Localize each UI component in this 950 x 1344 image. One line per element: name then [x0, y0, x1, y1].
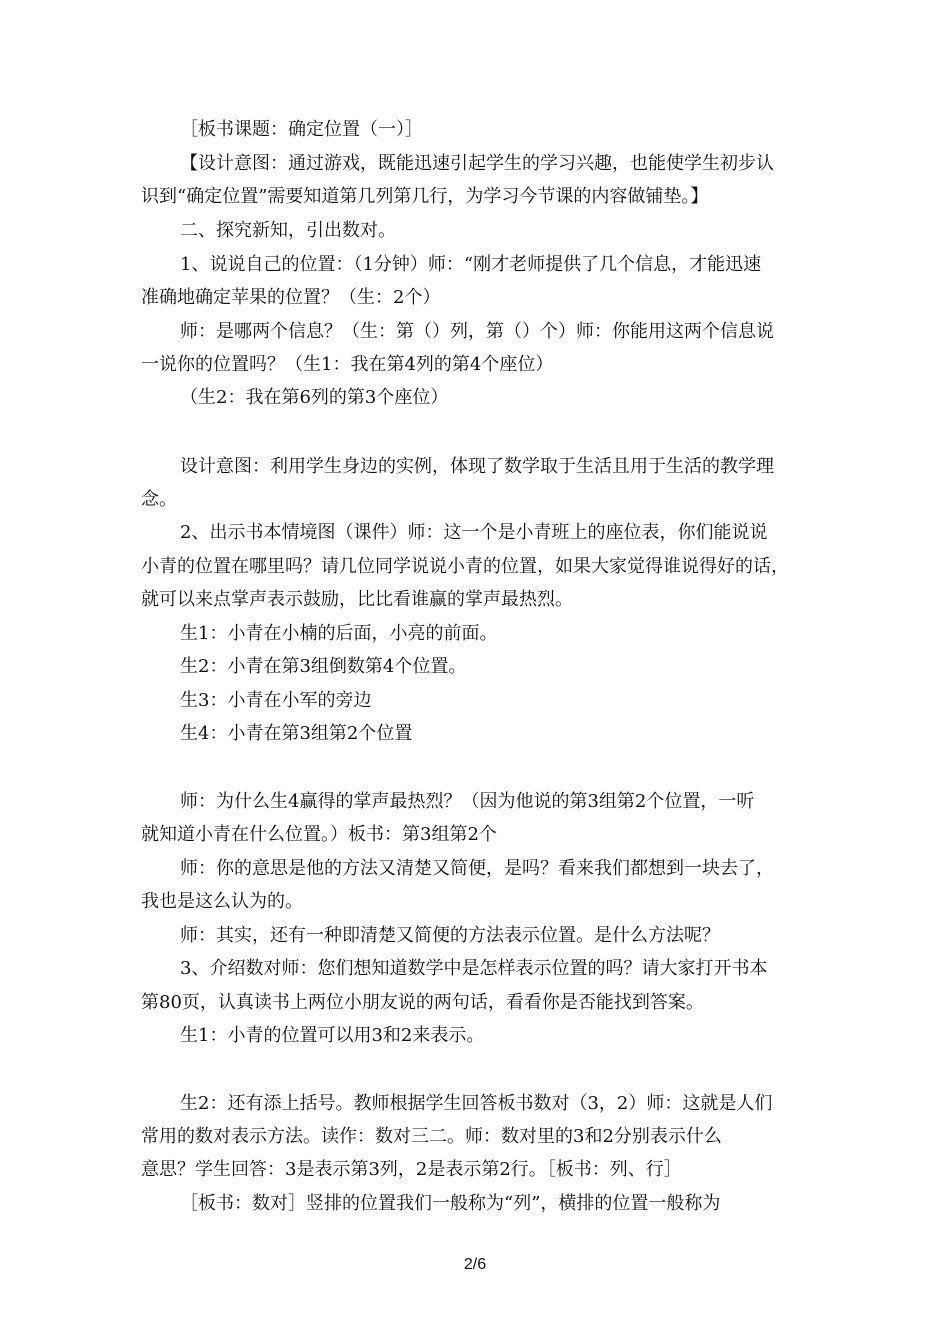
paragraph-line: 生1：小青的位置可以用3和2来表示。 — [180, 1025, 485, 1046]
paragraph-line: 常用的数对表示方法。读作：数对三二。师：数对里的3和2分别表示什么 — [141, 1126, 722, 1147]
paragraph-line: 3、介绍数对师：您们想知道数学中是怎样表示位置的吗？请大家打开书本 — [180, 958, 768, 979]
paragraph-line: 1、说说自己的位置：（1分钟）师：“刚才老师提供了几个信息，才能迅速 — [180, 254, 762, 275]
paragraph-line: 生1：小青在小楠的后面，小亮的前面。 — [180, 623, 498, 644]
paragraph-line: 生4：小青在第3组第2个位置 — [180, 723, 413, 744]
paragraph-line: 设计意图：利用学生身边的实例，体现了数学取于生活且用于生活的教学理 — [180, 456, 774, 477]
paragraph-line: 识到“确定位置”需要知道第几列第几行，为学习今节课的内容做铺垫。】 — [141, 186, 709, 207]
paragraph-line: 师：为什么生4赢得的掌声最热烈？（因为他说的第3组第2个位置，一听 — [180, 791, 755, 812]
paragraph-line: 我也是这么认为的。 — [141, 891, 303, 912]
paragraph-line: 生2：小青在第3组倒数第4个位置。 — [180, 656, 467, 677]
paragraph-line: 师：是哪两个信息？（生：第（）列，第（）个）师：你能用这两个信息说 — [180, 321, 774, 342]
paragraph-line: 生3：小青在小军的旁边 — [180, 690, 372, 711]
paragraph-line: 2、出示书本情境图（课件）师：这一个是小青班上的座位表，你们能说说 — [180, 522, 768, 543]
paragraph-line: 第80页，认真读书上两位小朋友说的两句话，看看你是否能找到答案。 — [141, 992, 704, 1013]
page-number: 2/6 — [463, 1256, 487, 1273]
paragraph-line: （生2：我在第6列的第3个座位） — [180, 387, 449, 408]
paragraph-line: 念。 — [141, 489, 177, 510]
paragraph-line: 小青的位置在哪里吗？请几位同学说说小青的位置，如果大家觉得谁说得好的话， — [141, 556, 789, 577]
paragraph-line: ［板书：数对］竖排的位置我们一般称为“列”，横排的位置一般称为 — [180, 1193, 721, 1214]
paragraph-line: 就可以来点掌声表示鼓励，比比看谁赢的掌声最热烈。 — [141, 589, 573, 610]
paragraph-line: 一说你的位置吗？（生1：我在第4列的第4个座位） — [141, 354, 554, 375]
paragraph-line: 二、探究新知，引出数对。 — [180, 220, 396, 241]
paragraph-line: 【设计意图：通过游戏，既能迅速引起学生的学习兴趣，也能使学生初步认 — [180, 153, 774, 174]
paragraph-line: 意思？学生回答：3是表示第3列，2是表示第2行。［板书：列、行］ — [141, 1159, 682, 1180]
paragraph-line: 准确地确定苹果的位置？（生：2个） — [141, 287, 441, 308]
paragraph-line: 就知道小青在什么位置。）板书：第3组第2个 — [141, 824, 497, 845]
paragraph-line: 师：其实，还有一种即清楚又简便的方法表示位置。是什么方法呢？ — [180, 925, 720, 946]
paragraph-line: ［板书课题：确定位置（一）］ — [180, 119, 423, 140]
paragraph-line: 师：你的意思是他的方法又清楚又简便，是吗？看来我们都想到一块去了， — [180, 858, 774, 879]
paragraph-line: 生2：还有添上括号。教师根据学生回答板书数对（3，2）师：这就是人们 — [180, 1093, 773, 1114]
